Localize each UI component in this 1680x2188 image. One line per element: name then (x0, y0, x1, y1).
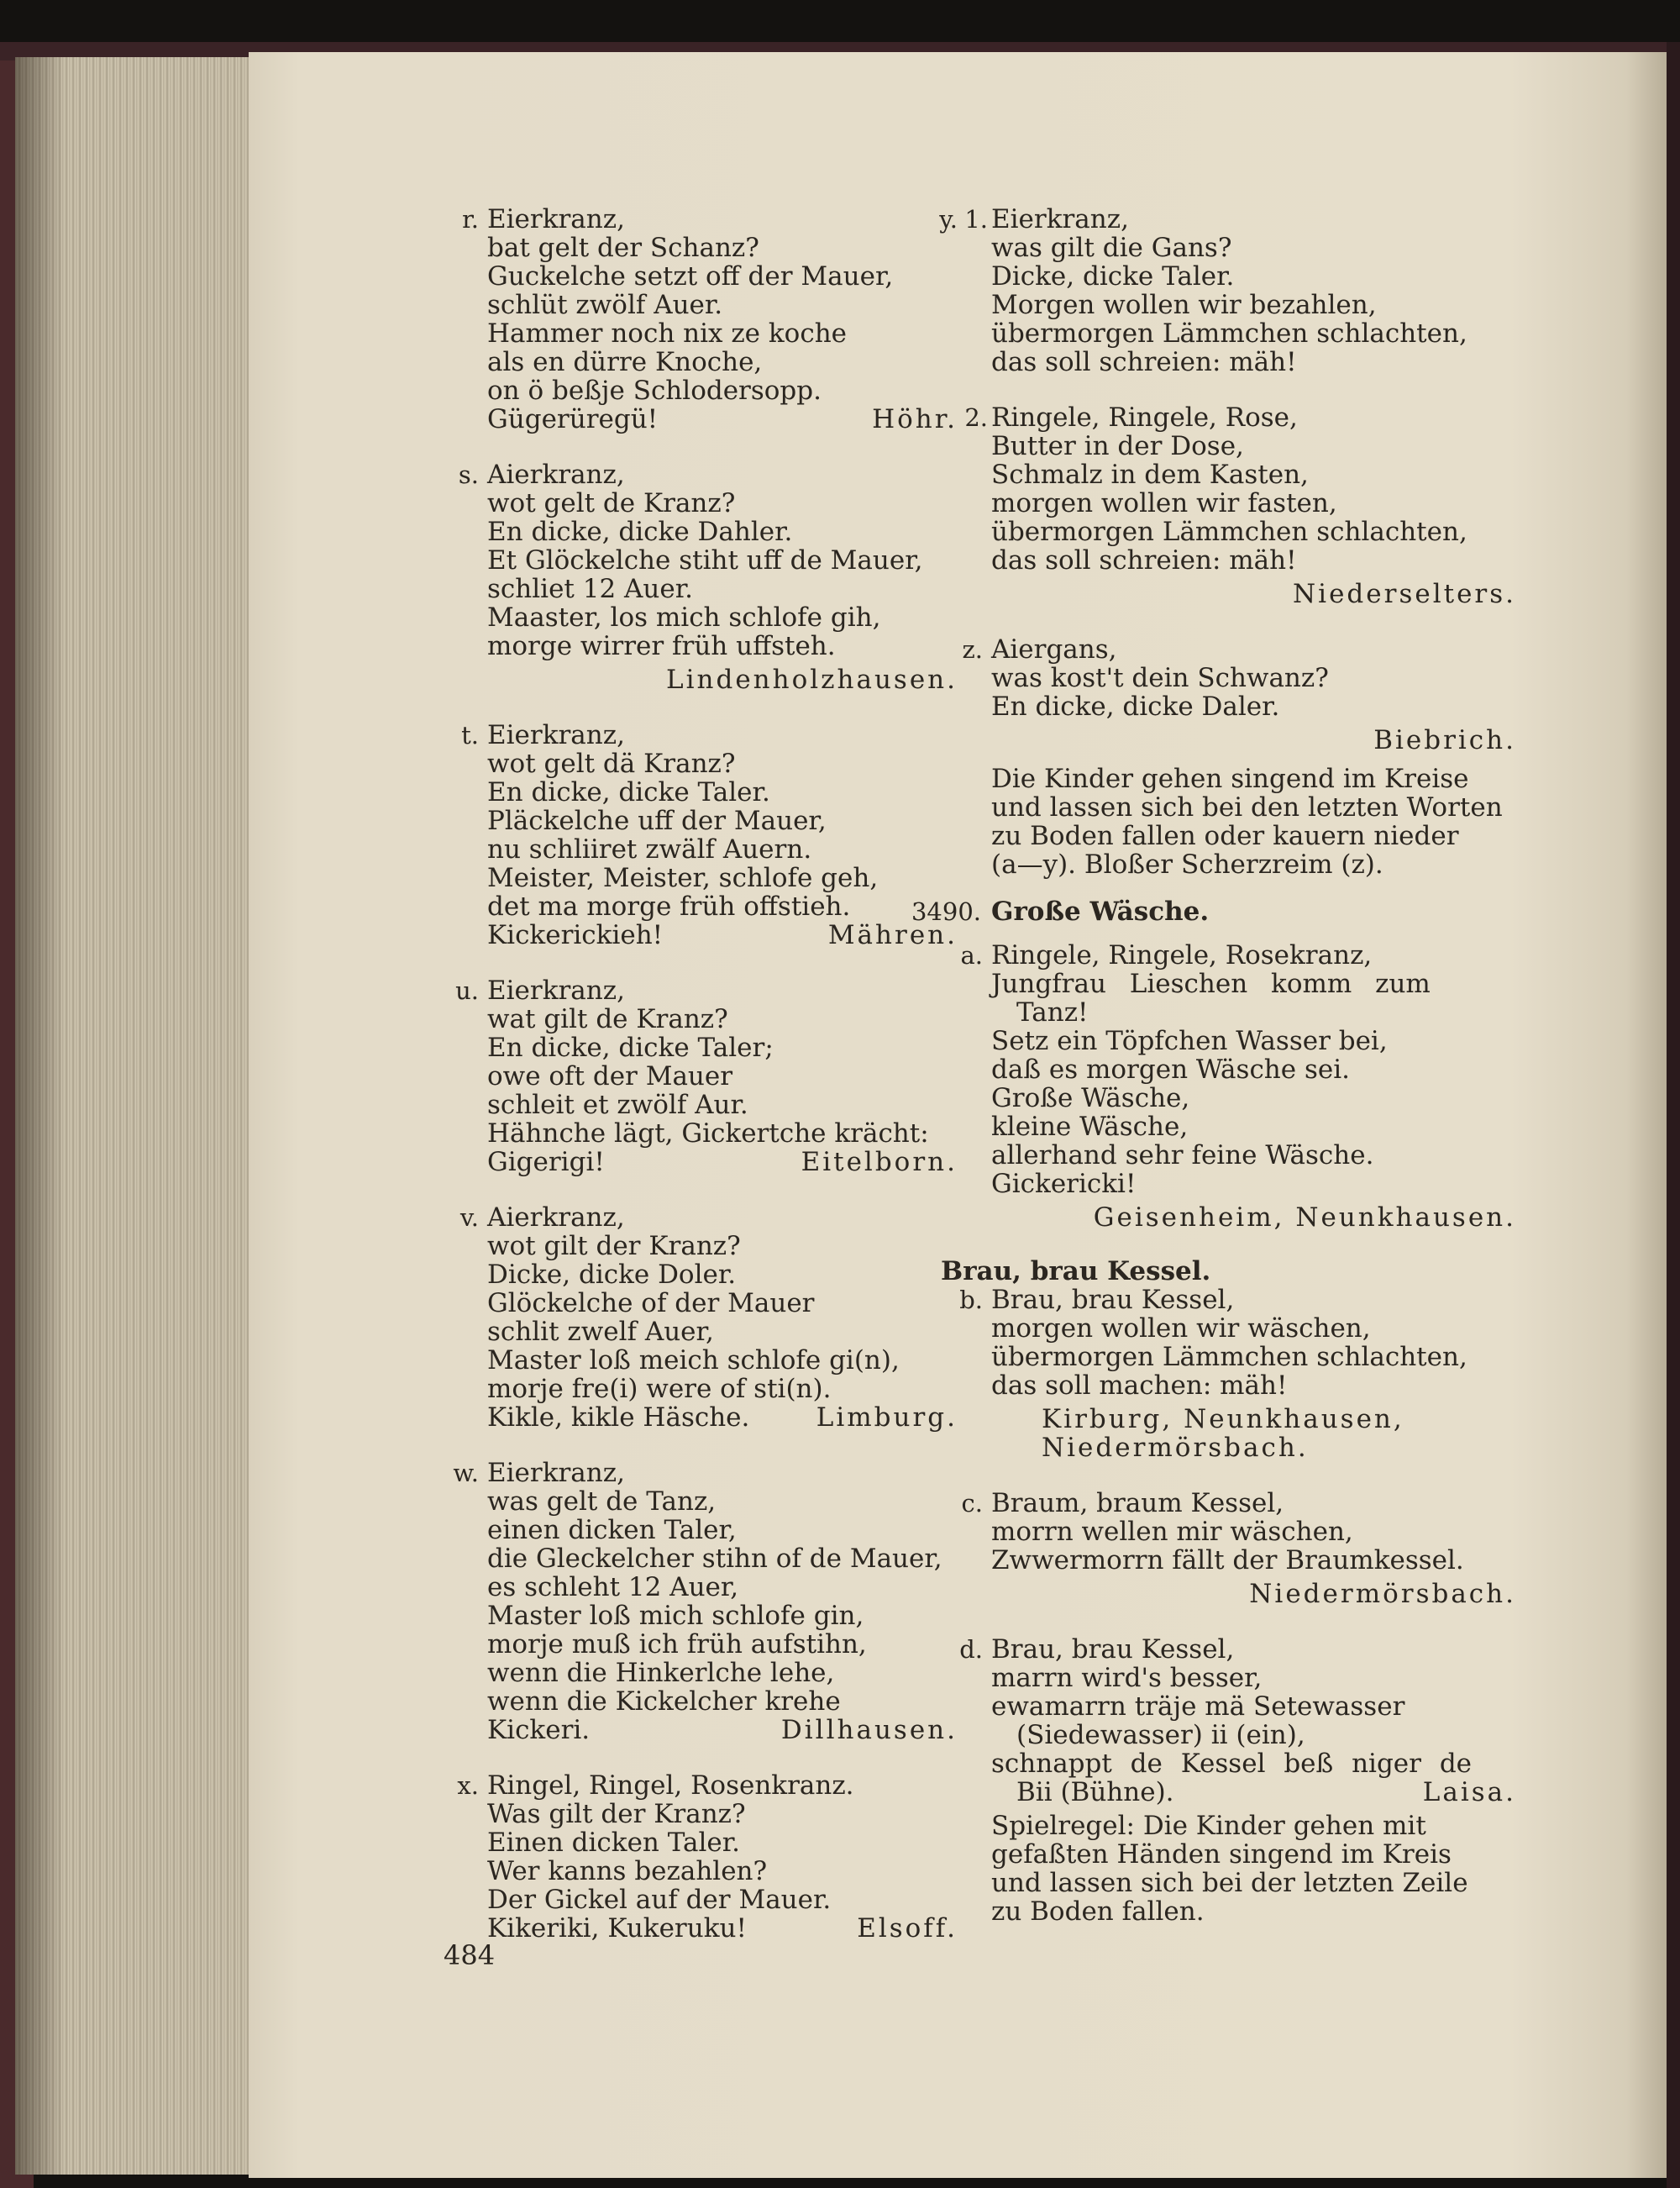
verse-label: v. (459, 1203, 479, 1232)
verse-line: Kikle, kikle Häsche. (487, 1402, 750, 1433)
verse-line: das soll schreien: mäh! (991, 347, 1297, 377)
place-name: Niedermörsbach. (1042, 1433, 1309, 1463)
verse-line: morgen wollen wir fasten, (991, 488, 1337, 518)
verse-line: Eierkranz, (487, 720, 625, 750)
verse-line: Hammer noch nix ze koche (487, 318, 848, 349)
page-stack-shadow (15, 57, 66, 2175)
verse-label: c. (961, 1489, 983, 1517)
verse-line: Brau, brau Kessel, (991, 1634, 1235, 1665)
verse-y2 (964, 402, 1516, 609)
note-line: und lassen sich bei der letzten Zeile (991, 1868, 1468, 1898)
verse-label: u. (455, 976, 479, 1005)
verse-line: übermorgen Lämmchen schlachten, (991, 1342, 1467, 1372)
verse-line: Meister, Meister, schlofe geh, (487, 863, 879, 893)
verse-line: das soll machen: mäh! (991, 1370, 1288, 1401)
verse-line: Wer kanns bezahlen? (487, 1856, 768, 1886)
place-name: Dillhausen. (780, 1715, 958, 1745)
verse-line: Master loß meich schlofe gi(n), (487, 1345, 900, 1375)
verse-u (455, 976, 958, 1177)
verse-line: Brau, brau Kessel, (991, 1285, 1235, 1315)
verse-line: Morgen wollen wir bezahlen, (991, 290, 1377, 320)
verse-line: En dicke, dicke Taler. (487, 777, 770, 807)
verse-line: was gelt de Tanz, (487, 1486, 717, 1517)
verse-line: En dicke, dicke Daler. (991, 692, 1280, 722)
verse-line: allerhand sehr feine Wäsche. (991, 1140, 1374, 1170)
verse-line: morje fre(i) were of sti(n). (487, 1374, 832, 1404)
verse-line: wot gilt der Kranz? (487, 1231, 741, 1261)
verse-line: wot gelt de Kranz? (487, 488, 736, 518)
verse-label: r. (462, 205, 479, 234)
place-name: Niedermörsbach. (1249, 1579, 1516, 1609)
verse-v (459, 1202, 958, 1433)
verse-b (959, 1285, 1516, 1463)
place-name: Limburg. (816, 1402, 958, 1433)
sub-heading (941, 1257, 1516, 1286)
verse-d (959, 1634, 1516, 1807)
place-name: Biebrich. (1373, 725, 1516, 755)
verse-r (462, 204, 958, 434)
book-cover-right (1667, 42, 1680, 2188)
verse-line: Aierkranz, (487, 460, 625, 490)
place-name: Geisenheim, Neunkhausen. (1093, 1202, 1516, 1233)
verse-x (457, 1770, 958, 1943)
verse-line: morge wirrer früh uffsteh. (487, 631, 836, 661)
verse-line: Kickerickieh! (487, 920, 664, 950)
verse-line: marrn wird's besser, (991, 1663, 1263, 1693)
note-line: Spielregel: Die Kinder gehen mit (991, 1811, 1426, 1841)
place-name: Kirburg, Neunkhausen, (1042, 1404, 1404, 1434)
verse-line: Master loß mich schlofe gin, (487, 1601, 864, 1631)
verse-line: was gilt die Gans? (991, 233, 1232, 263)
verse-line: Ringele, Ringele, Rosekranz, (991, 940, 1373, 970)
verse-line: die Gleckelcher stihn of de Mauer, (487, 1544, 942, 1574)
verse-line: Zwwermorrn fällt der Braumkessel. (991, 1545, 1464, 1575)
place-name: Niederselters. (1293, 579, 1516, 609)
verse-line: En dicke, dicke Taler; (487, 1033, 774, 1063)
verse-label: d. (959, 1635, 983, 1664)
verse-line: Kikeriki, Kukeruku! (487, 1913, 747, 1943)
place-name: Höhr. (872, 404, 958, 434)
verse-line: Aierkranz, (487, 1202, 625, 1233)
verse-last-row (487, 1403, 958, 1432)
verse-line: übermorgen Lämmchen schlachten, (991, 318, 1467, 349)
verse-line: Maaster, los mich schlofe gih, (487, 602, 881, 633)
verse-line: Der Gickel auf der Mauer. (487, 1885, 832, 1915)
verse-line: was kost't dein Schwanz? (991, 663, 1329, 693)
place-name: Eitelborn. (801, 1147, 958, 1177)
verse-w (453, 1458, 958, 1745)
verse-last-row (487, 1914, 958, 1943)
verse-s (458, 460, 958, 695)
verse-line: das soll schreien: mäh! (991, 545, 1297, 576)
verse-line: Setz ein Töpfchen Wasser bei, (991, 1026, 1388, 1056)
verse-line: Was gilt der Kranz? (487, 1799, 746, 1829)
note-line: (a—y). Bloßer Scherzreim (z). (991, 849, 1383, 880)
verse-line: Aiergans, (991, 634, 1117, 665)
verse-c (961, 1488, 1516, 1609)
verse-line: Eierkranz, (487, 204, 625, 234)
note-line: zu Boden fallen oder kauern nieder (991, 821, 1459, 851)
verse-line: wat gilt de Kranz? (487, 1004, 728, 1034)
verse-line: kleine Wäsche, (991, 1112, 1189, 1142)
verse-line: Schmalz in dem Kasten, (991, 460, 1309, 490)
verse-line: Einen dicken Taler. (487, 1828, 741, 1858)
verse-line: on ö beßje Schlodersopp. (487, 376, 822, 406)
verse-line: es schleht 12 Auer, (487, 1572, 739, 1602)
verse-line: Kickeri. (487, 1715, 591, 1745)
verse-line: Ringel, Ringel, Rosenkranz. (487, 1770, 854, 1801)
verse-line: Gügerüregü! (487, 404, 659, 434)
verse-a (960, 940, 1516, 1233)
verse-line: wenn die Kickelcher krehe (487, 1686, 841, 1717)
verse-line: morgen wollen wir wäschen, (991, 1313, 1371, 1344)
verse-line: morje muß ich früh aufstihn, (487, 1629, 867, 1659)
place-name: Mähren. (827, 920, 958, 950)
verse-last-row (487, 1716, 958, 1744)
verse-line: Braum, braum Kessel, (991, 1488, 1284, 1518)
verse-line: wenn die Hinkerlche lehe, (487, 1658, 835, 1688)
verse-line: Gickericki! (991, 1169, 1137, 1199)
verse-label: x. (457, 1771, 479, 1800)
verse-sublabel: 1. (964, 205, 988, 234)
verse-t (461, 720, 958, 950)
verse-line: Pläckelche uff der Mauer, (487, 806, 827, 836)
note-line: und lassen sich bei den letzten Worten (991, 792, 1503, 823)
verse-line: schleit et zwölf Aur. (487, 1090, 748, 1120)
verse-line: wot gelt dä Kranz? (487, 749, 736, 779)
verse-line: bat gelt der Schanz? (487, 233, 759, 263)
verse-z (962, 634, 1516, 755)
verse-line: Eierkranz, (991, 204, 1129, 234)
verse-last-row (487, 1148, 958, 1176)
verse-line: daß es morgen Wäsche sei. (991, 1055, 1350, 1085)
verse-line: ewamarrn träje mä Setewasser (991, 1691, 1405, 1722)
note-line: gefaßten Händen singend im Kreis (991, 1839, 1452, 1870)
verse-line: Eierkranz, (487, 1458, 625, 1488)
verse-line: schlüt zwölf Auer. (487, 290, 723, 320)
verse-last-row (487, 405, 958, 434)
entry-heading (911, 897, 1516, 927)
place-name: Lindenholzhausen. (666, 665, 958, 695)
verse-label: y. (939, 205, 958, 234)
verse-label: b. (959, 1286, 983, 1314)
verse-line: als en dürre Knoche, (487, 347, 763, 377)
verse-line: schnappt de Kessel beß niger de (991, 1749, 1473, 1779)
verse-last-row (487, 921, 958, 949)
page-number: 484 (444, 1939, 496, 1971)
verse-line: Große Wäsche, (991, 1083, 1190, 1113)
verse-line: Jungfrau Lieschen komm zum (991, 969, 1431, 999)
verse-line: einen dicken Taler, (487, 1515, 737, 1545)
verse-line: Ringele, Ringele, Rose, (991, 402, 1298, 433)
entry-title: Große Wäsche. (991, 897, 1210, 927)
verse-line: Hähnche lägt, Gickertche krächt: (487, 1118, 929, 1149)
verse-line: übermorgen Lämmchen schlachten, (991, 517, 1467, 547)
verse-line: Et Glöckelche stiht uff de Mauer, (487, 545, 923, 576)
verse-line: det ma morge früh offstieh. (487, 892, 851, 922)
verse-line: nu schliiret zwälf Auern. (487, 834, 812, 865)
sub-heading-title: Brau, brau Kessel. (941, 1256, 1211, 1286)
note-line: Die Kinder gehen singend im Kreise (991, 764, 1469, 794)
verse-line: Guckelche setzt off der Mauer, (487, 261, 894, 292)
entry-number: 3490. (911, 897, 981, 926)
verse-line: Bii (Bühne). (1016, 1777, 1174, 1807)
verse-line: Dicke, dicke Taler. (991, 261, 1235, 292)
left-column (453, 204, 958, 1943)
verse-line: En dicke, dicke Dahler. (487, 517, 793, 547)
verse-last-row (991, 1778, 1516, 1807)
verse-line: Glöckelche of der Mauer (487, 1288, 815, 1318)
verse-sublabel: 2. (964, 403, 988, 432)
verse-label: z. (962, 635, 983, 664)
verse-line: Eierkranz, (487, 976, 625, 1006)
verse-line: Dicke, dicke Doler. (487, 1260, 737, 1290)
verse-line: morrn wellen mir wäschen, (991, 1517, 1353, 1547)
place-name: Laisa. (1422, 1777, 1516, 1807)
verse-line: owe oft der Mauer (487, 1061, 733, 1091)
verse-label: t. (461, 721, 479, 749)
verse-label: a. (960, 941, 983, 970)
note-game-rule (991, 765, 1516, 879)
verse-y1 (939, 204, 1516, 377)
verse-label: s. (458, 460, 479, 489)
verse-line: (Siedewasser) ii (ein), (1016, 1720, 1305, 1750)
verse-line: Gigerigi! (487, 1147, 605, 1177)
verse-line: Butter in der Dose, (991, 431, 1244, 461)
place-name: Elsoff. (857, 1913, 958, 1943)
verse-label: w. (453, 1459, 479, 1487)
verse-line: Tanz! (1016, 997, 1089, 1028)
verse-line: schlit zwelf Auer, (487, 1317, 714, 1347)
note-game-rule-2 (991, 1812, 1516, 1926)
note-line: zu Boden fallen. (991, 1896, 1205, 1927)
verse-line: schliet 12 Auer. (487, 574, 693, 604)
